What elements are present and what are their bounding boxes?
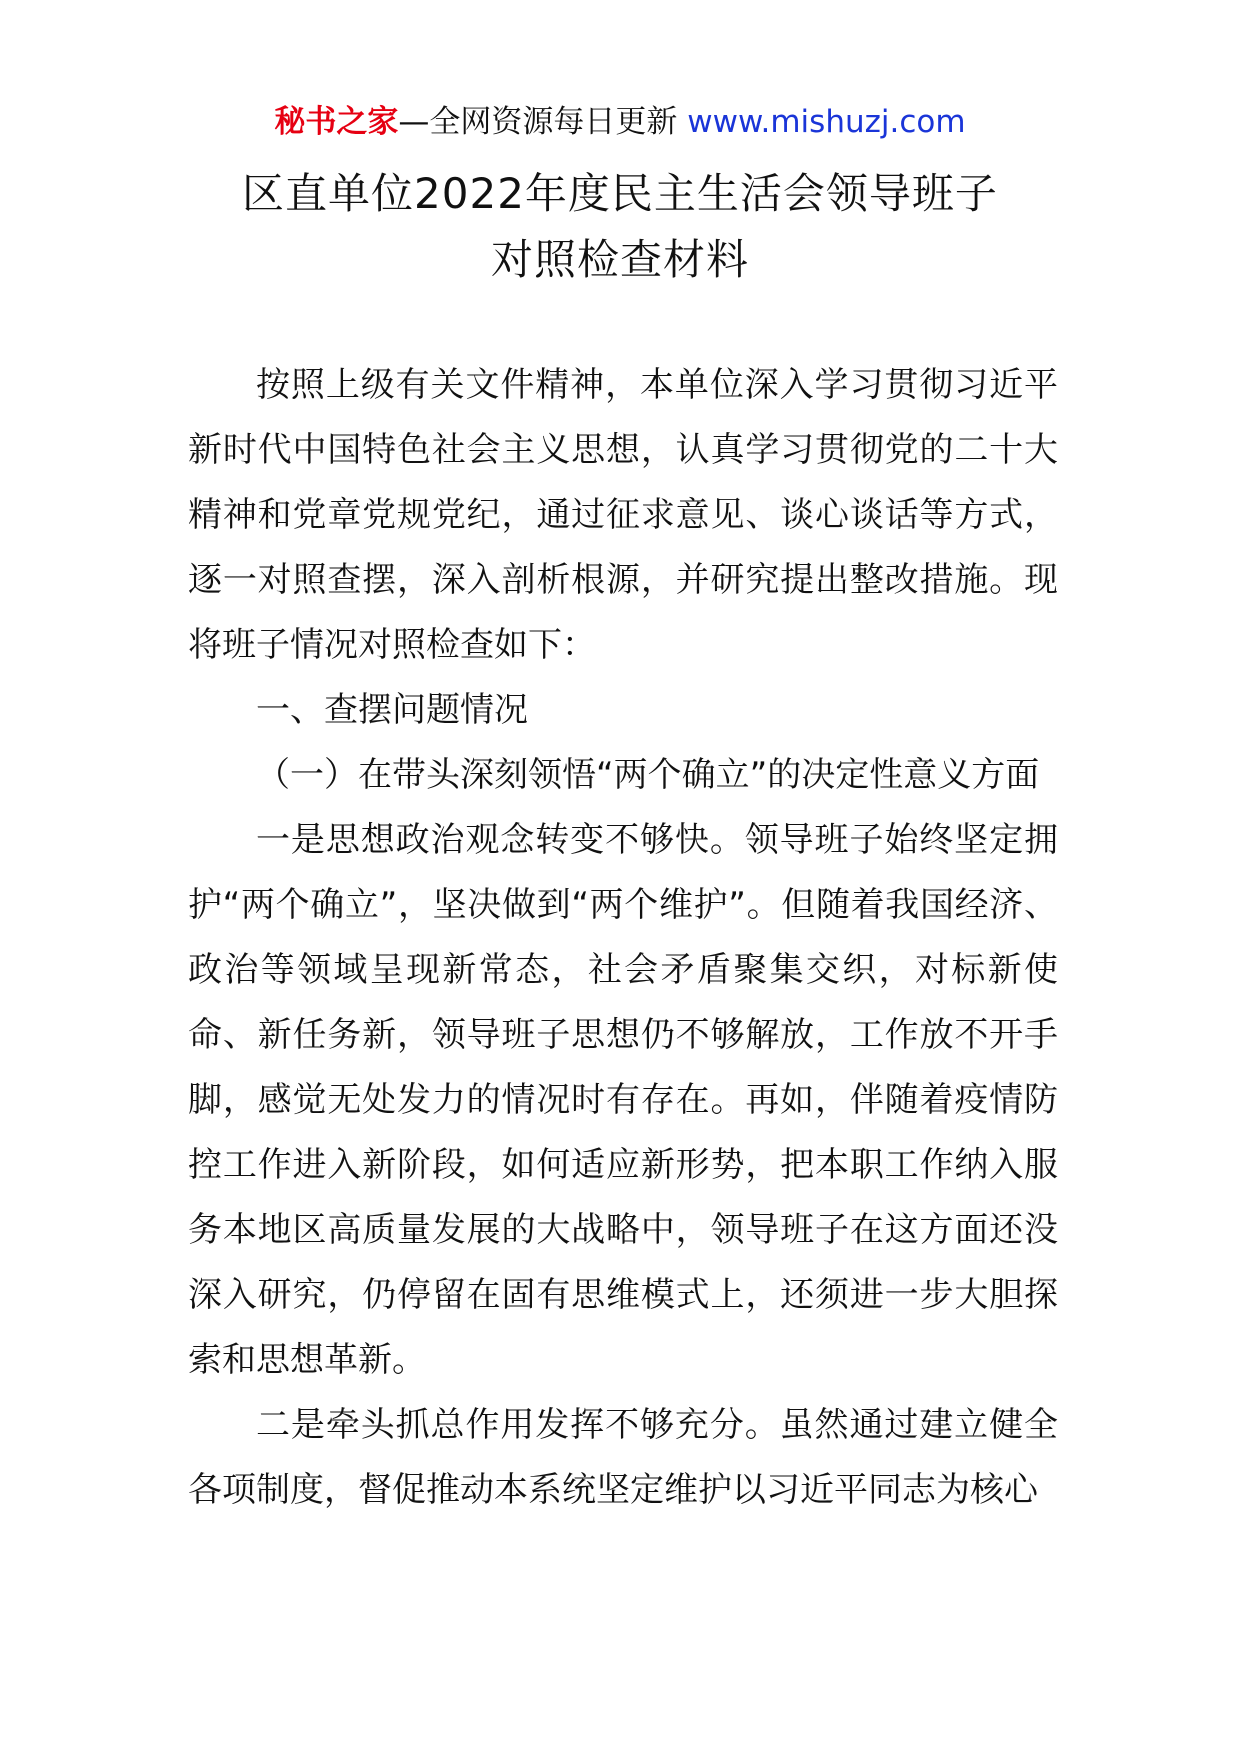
subsection-heading: （一）在带头深刻领悟“两个确立”的决定性意义方面 <box>256 755 1040 795</box>
point-paragraph-1: 一是思想政治观念转变不够快。领导班子始终坚定拥护“两个确立”，坚决做到“两个维护”。但随着我国经济、政治等领域呈现新常态，社会矛盾聚集交织，对标新使命、新任务新，领导班子思想仍不够解放，工作放不开手脚，感觉无处发力的情况时有存在。再如，伴随着疫情防控工作进入新阶段，如何适应新形势，把本职工作纳入服务本地区高质量发展的大战略中，领导班子在这方面还没深入研究，仍停留在固有思维模式上，还须进一步大胆探索和思想革新。 <box>188 820 1058 1380</box>
intro-paragraph: 按照上级有关文件精神，本单位深入学习贯彻习近平新时代中国特色社会主义思想，认真学习贯彻党的二十大精神和党章党规党纪，通过征求意见、谈心谈话等方式，逐一对照查摆，深入剖析根源，并研究提出整改措施。现将班子情况对照检查如下： <box>188 365 1058 665</box>
document-title-line-1: 区直单位2022年度民主生活会领导班子 <box>242 169 998 218</box>
document-body <box>188 353 1058 1523</box>
section-heading: 一、查摆问题情况 <box>256 690 528 730</box>
point-paragraph-2: 二是牵头抓总作用发挥不够充分。虽然通过建立健全各项制度，督促推动本系统坚定维护以习近平同志为核心 <box>188 1405 1058 1510</box>
site-url-link[interactable]: www.mishuzj.com <box>687 104 966 140</box>
site-tagline: —全网资源每日更新 <box>398 104 688 140</box>
site-header <box>0 100 1240 144</box>
site-brand: 秘书之家 <box>274 104 399 140</box>
document-title-line-2: 对照检查材料 <box>490 235 749 284</box>
